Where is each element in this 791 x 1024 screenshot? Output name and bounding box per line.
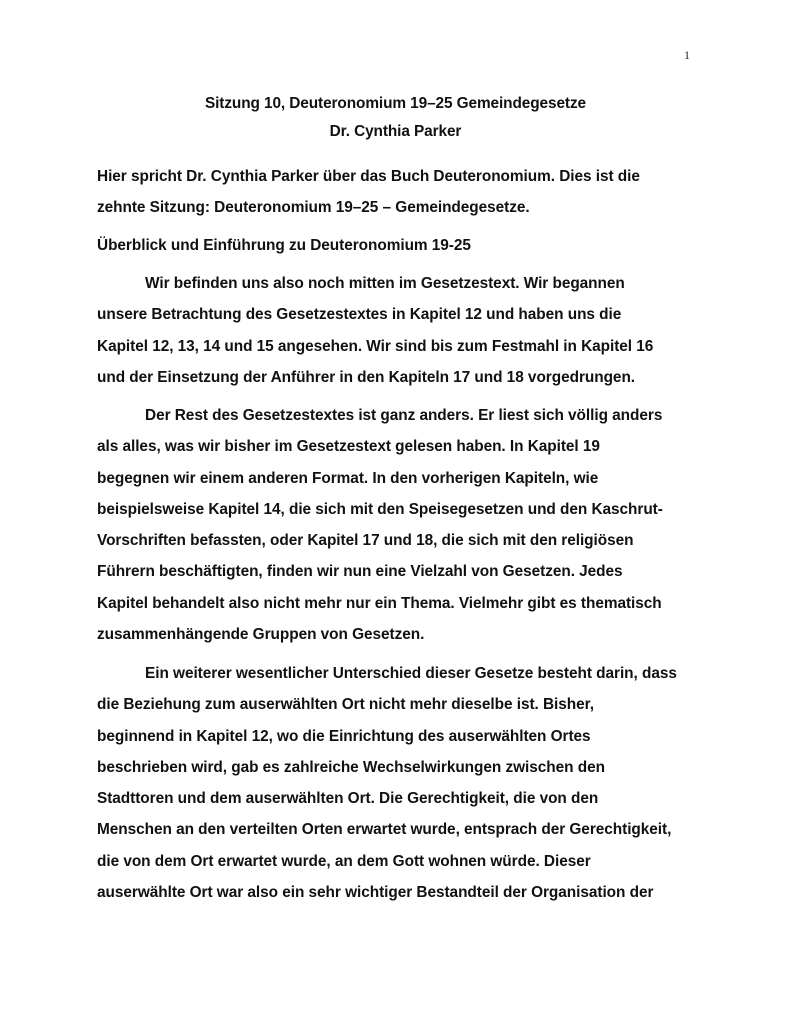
paragraph-line: begegnen wir einem anderen Format. In den vorherigen Kapiteln, wie — [97, 469, 599, 487]
section-heading-text: Überblick und Einführung zu Deuteronomium 19-25 — [97, 237, 471, 254]
paragraph-line: und der Einsetzung der Anführer in den Kapiteln 17 und 18 vorgedrungen. — [97, 368, 636, 386]
paragraph-line: die von dem Ort erwartet wurde, an dem Gott wohnen würde. Dieser — [97, 852, 591, 870]
intro-paragraph — [97, 161, 697, 224]
paragraph-line: Der Rest des Gesetzestextes ist ganz anders. Er liest sich völlig anders — [145, 407, 663, 424]
paragraph-line: Kapitel behandelt also nicht mehr nur ein Thema. Vielmehr gibt es thematisch — [97, 594, 662, 612]
paragraph-line: als alles, was wir bisher im Gesetzestext gelesen haben. In Kapitel 19 — [97, 438, 600, 456]
paragraph-line: auserwählte Ort war also ein sehr wichtiger Bestandteil der Organisation der — [97, 884, 654, 902]
body-paragraph-3 — [97, 658, 697, 908]
paragraph-line: Vorschriften befassten, oder Kapitel 17 und 18, die sich mit den religiösen — [97, 532, 634, 550]
paragraph-line: Stadttoren und dem auserwählten Ort. Die Gerechtigkeit, die von den — [97, 790, 599, 808]
paragraph-line: Ein weiterer wesentlicher Unterschied dieser Gesetze besteht darin, dass — [145, 665, 677, 682]
page-number: 1 — [684, 48, 690, 62]
paragraph-line: Menschen an den verteilten Orten erwartet wurde, entsprach der Gerechtigkeit, — [97, 821, 672, 839]
document-author: Dr. Cynthia Parker — [329, 123, 462, 140]
paragraph-line: unsere Betrachtung des Gesetzestextes in Kapitel 12 und haben uns die — [97, 306, 622, 324]
intro-line: Hier spricht Dr. Cynthia Parker über das Buch Deuteronomium. Dies ist die — [97, 168, 640, 185]
document-title: Sitzung 10, Deuteronomium 19–25 Gemeindegesetze — [204, 95, 587, 112]
paragraph-line: beschrieben wird, gab es zahlreiche Wechselwirkungen zwischen den — [97, 758, 605, 776]
paragraph-line: Wir befinden uns also noch mitten im Gesetzestext. Wir begannen — [145, 275, 625, 292]
body-paragraph-1 — [97, 268, 697, 393]
paragraph-line: Kapitel 12, 13, 14 und 15 angesehen. Wir sind bis zum Festmahl in Kapitel 16 — [97, 337, 654, 355]
paragraph-line: die Beziehung zum auserwählten Ort nicht mehr dieselbe ist. Bisher, — [97, 696, 594, 714]
paragraph-line: zusammenhängende Gruppen von Gesetzen. — [97, 626, 425, 644]
paragraph-line: Führern beschäftigten, finden wir nun eine Vielzahl von Gesetzen. Jedes — [97, 563, 623, 581]
paragraph-line: beispielsweise Kapitel 14, die sich mit den Speisegesetzen und den Kaschrut- — [97, 500, 663, 518]
section-heading — [97, 230, 697, 261]
body-paragraph-2 — [97, 400, 697, 650]
paragraph-line: beginnend in Kapitel 12, wo die Einrichtung des auserwählten Ortes — [97, 727, 591, 745]
intro-line: zehnte Sitzung: Deuteronomium 19–25 – Gemeindegesetze. — [97, 199, 530, 217]
